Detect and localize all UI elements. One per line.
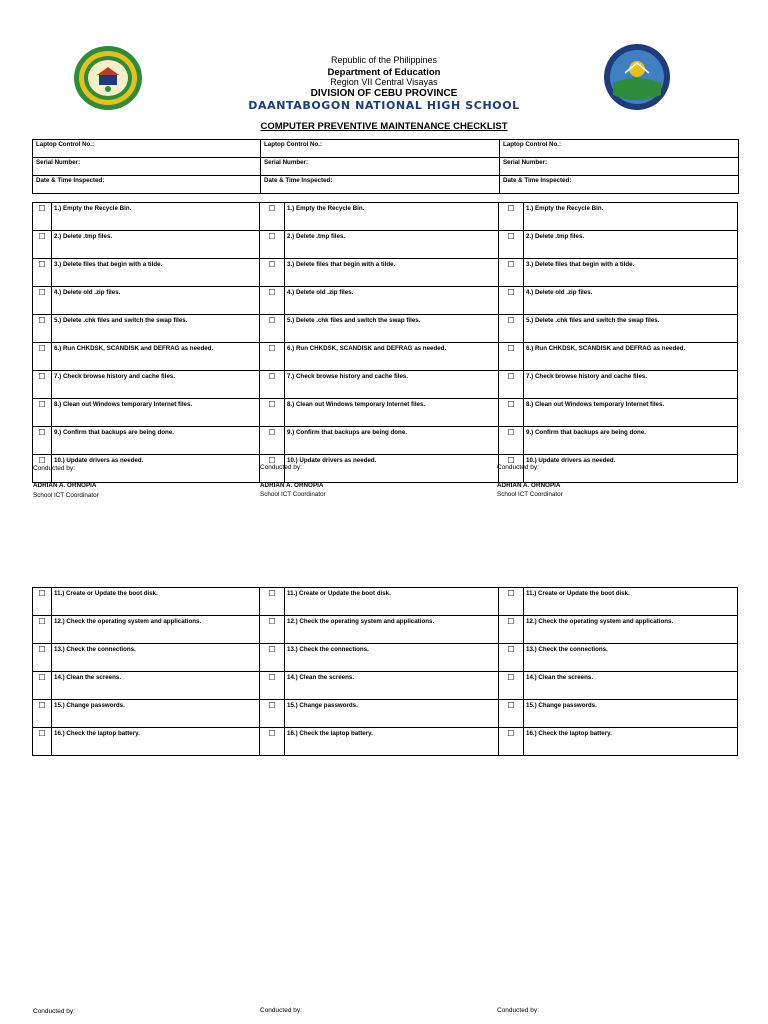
checkbox[interactable]: ☐: [33, 231, 52, 259]
checklist-item-label: 9.) Confirm that backups are being done.: [285, 427, 499, 455]
checklist-item-label: 1.) Empty the Recycle Bin.: [52, 203, 260, 231]
conducted-by-label: Conducted by:: [260, 464, 302, 471]
checklist-item-label: 13.) Check the connections.: [285, 644, 499, 672]
signatory-name: ADRIAN A. ORNOPIA: [497, 482, 561, 489]
signatory-role: School ICT Coordinator: [497, 491, 563, 498]
laptop-control-field[interactable]: Laptop Control No.:: [500, 140, 739, 158]
checklist-row: [33, 616, 738, 644]
checklist-item-label: 10.) Update drivers as needed.: [52, 455, 260, 483]
conducted-by-label: Conducted by:: [497, 1007, 539, 1014]
checklist-item-label: 14.) Clean the screens.: [285, 672, 499, 700]
checkbox[interactable]: ☐: [499, 644, 524, 672]
checklist-item-label: 7.) Check browse history and cache files.: [524, 371, 738, 399]
checklist-table-top: [32, 202, 738, 483]
checklist-item-label: 2.) Delete .tmp files.: [524, 231, 738, 259]
checklist-row: [33, 315, 738, 343]
laptop-info-table: [32, 139, 739, 194]
checklist-item-label: 4.) Delete old .zip files.: [524, 287, 738, 315]
signatory-name: ADRIAN A. ORNOPIA: [33, 482, 97, 489]
checkbox[interactable]: ☐: [499, 231, 524, 259]
checkbox[interactable]: ☐: [499, 455, 524, 483]
signatory-role: School ICT Coordinator: [33, 492, 99, 499]
checklist-item-label: 2.) Delete .tmp files.: [285, 231, 499, 259]
checklist-item-label: 6.) Run CHKDSK, SCANDISK and DEFRAG as needed.: [524, 343, 738, 371]
checklist-row: [33, 287, 738, 315]
signatory-name: ADRIAN A. ORNOPIA: [260, 482, 324, 489]
region-line: Region VII Central Visayas: [330, 77, 438, 87]
checklist-item-label: 1.) Empty the Recycle Bin.: [524, 203, 738, 231]
checkbox[interactable]: ☐: [33, 427, 52, 455]
department-line: Department of Education: [327, 67, 441, 78]
checklist-item-label: 7.) Check browse history and cache files.: [52, 371, 260, 399]
checklist-item-label: 5.) Delete .chk files and switch the swap files.: [285, 315, 499, 343]
checkbox[interactable]: ☐: [33, 315, 52, 343]
checkbox[interactable]: ☐: [260, 371, 285, 399]
checklist-row: [33, 588, 738, 616]
checklist-row: [33, 427, 738, 455]
checklist-item-label: 14.) Clean the screens.: [524, 672, 738, 700]
checklist-item-label: 15.) Change passwords.: [52, 700, 260, 728]
checklist-row: [33, 672, 738, 700]
checkbox[interactable]: ☐: [260, 343, 285, 371]
checklist-item-label: 12.) Check the operating system and applications.: [524, 616, 738, 644]
document-title: COMPUTER PREVENTIVE MAINTENANCE CHECKLIST: [260, 121, 508, 132]
checkbox[interactable]: ☐: [33, 644, 52, 672]
checklist-row: [33, 203, 738, 231]
checkbox[interactable]: ☐: [260, 700, 285, 728]
checkbox[interactable]: ☐: [499, 427, 524, 455]
checkbox[interactable]: ☐: [33, 455, 52, 483]
school-name: DAANTABOGON NATIONAL HIGH SCHOOL: [248, 99, 520, 112]
laptop-control-field[interactable]: Laptop Control No.:: [33, 140, 261, 158]
conducted-by-label: Conducted by:: [33, 465, 75, 472]
checkbox[interactable]: ☐: [33, 399, 52, 427]
checkbox[interactable]: ☐: [33, 343, 52, 371]
checkbox[interactable]: ☐: [260, 616, 285, 644]
checkbox[interactable]: ☐: [260, 728, 285, 756]
checklist-item-label: 10.) Update drivers as needed.: [524, 455, 738, 483]
checklist-item-label: 3.) Delete files that begin with a tilde.: [285, 259, 499, 287]
checkbox[interactable]: ☐: [33, 616, 52, 644]
checkbox[interactable]: ☐: [260, 203, 285, 231]
checkbox[interactable]: ☐: [499, 700, 524, 728]
checklist-item-label: 12.) Check the operating system and applications.: [52, 616, 260, 644]
checklist-item-label: 7.) Check browse history and cache files.: [285, 371, 499, 399]
checklist-row: [33, 343, 738, 371]
checklist-item-label: 4.) Delete old .zip files.: [52, 287, 260, 315]
checklist-item-label: 8.) Clean out Windows temporary Internet files.: [52, 399, 260, 427]
date-time-field[interactable]: Date & Time Inspected:: [33, 176, 261, 194]
checklist-row: [33, 455, 738, 483]
checklist-item-label: 10.) Update drivers as needed.: [285, 455, 499, 483]
checkbox[interactable]: ☐: [499, 588, 524, 616]
checkbox[interactable]: ☐: [499, 399, 524, 427]
checkbox[interactable]: ☐: [260, 231, 285, 259]
checkbox[interactable]: ☐: [499, 672, 524, 700]
checklist-item-label: 9.) Confirm that backups are being done.: [52, 427, 260, 455]
checkbox[interactable]: ☐: [499, 203, 524, 231]
checklist-item-label: 8.) Clean out Windows temporary Internet files.: [285, 399, 499, 427]
checkbox[interactable]: ☐: [33, 371, 52, 399]
checklist-item-label: 16.) Check the laptop battery.: [52, 728, 260, 756]
checklist-row: [33, 728, 738, 756]
checklist-item-label: 15.) Change passwords.: [285, 700, 499, 728]
checkbox[interactable]: ☐: [260, 287, 285, 315]
checklist-item-label: 4.) Delete old .zip files.: [285, 287, 499, 315]
checkbox[interactable]: ☐: [499, 371, 524, 399]
checkbox[interactable]: ☐: [499, 287, 524, 315]
checkbox[interactable]: ☐: [260, 672, 285, 700]
checklist-item-label: 11.) Create or Update the boot disk.: [285, 588, 499, 616]
checklist-item-label: 13.) Check the connections.: [52, 644, 260, 672]
checklist-item-label: 11.) Create or Update the boot disk.: [524, 588, 738, 616]
checklist-item-label: 5.) Delete .chk files and switch the swap files.: [52, 315, 260, 343]
serial-number-field[interactable]: Serial Number:: [261, 158, 500, 176]
checkbox[interactable]: ☐: [499, 315, 524, 343]
checkbox[interactable]: ☐: [33, 203, 52, 231]
checklist-item-label: 13.) Check the connections.: [524, 644, 738, 672]
checklist-item-label: 6.) Run CHKDSK, SCANDISK and DEFRAG as needed.: [285, 343, 499, 371]
checklist-item-label: 12.) Check the operating system and applications.: [285, 616, 499, 644]
conducted-by-label: Conducted by:: [33, 1008, 75, 1015]
checklist-row: [33, 644, 738, 672]
checklist-item-label: 9.) Confirm that backups are being done.: [524, 427, 738, 455]
checklist-row: [33, 259, 738, 287]
checkbox[interactable]: ☐: [33, 259, 52, 287]
checklist-row: [33, 399, 738, 427]
checkbox[interactable]: ☐: [499, 259, 524, 287]
checkbox[interactable]: ☐: [260, 427, 285, 455]
checkbox[interactable]: ☐: [260, 644, 285, 672]
checkbox[interactable]: ☐: [499, 616, 524, 644]
serial-number-field[interactable]: Serial Number:: [500, 158, 739, 176]
checkbox[interactable]: ☐: [33, 287, 52, 315]
checklist-row: [33, 371, 738, 399]
checkbox[interactable]: ☐: [499, 728, 524, 756]
serial-number-field[interactable]: Serial Number:: [33, 158, 261, 176]
checklist-item-label: 16.) Check the laptop battery.: [285, 728, 499, 756]
checkbox[interactable]: ☐: [499, 343, 524, 371]
checklist-item-label: 5.) Delete .chk files and switch the swap files.: [524, 315, 738, 343]
laptop-control-field[interactable]: Laptop Control No.:: [261, 140, 500, 158]
checkbox[interactable]: ☐: [260, 588, 285, 616]
checklist-item-label: 14.) Clean the screens.: [52, 672, 260, 700]
republic-line: Republic of the Philippines: [330, 55, 438, 65]
checklist-item-label: 3.) Delete files that begin with a tilde.: [52, 259, 260, 287]
checklist-row: [33, 700, 738, 728]
checkbox[interactable]: ☐: [33, 700, 52, 728]
checklist-item-label: 11.) Create or Update the boot disk.: [52, 588, 260, 616]
date-time-field[interactable]: Date & Time Inspected:: [500, 176, 739, 194]
checklist-item-label: 16.) Check the laptop battery.: [524, 728, 738, 756]
checklist-item-label: 15.) Change passwords.: [524, 700, 738, 728]
checklist-item-label: 1.) Empty the Recycle Bin.: [285, 203, 499, 231]
checklist-table-bottom: [32, 587, 738, 756]
date-time-field[interactable]: Date & Time Inspected:: [261, 176, 500, 194]
division-line: DIVISION OF CEBU PROVINCE: [310, 88, 458, 99]
checklist-item-label: 6.) Run CHKDSK, SCANDISK and DEFRAG as needed.: [52, 343, 260, 371]
checkbox[interactable]: ☐: [33, 588, 52, 616]
conducted-by-label: Conducted by:: [260, 1007, 302, 1014]
checkbox[interactable]: ☐: [260, 399, 285, 427]
checklist-item-label: 3.) Delete files that begin with a tilde.: [524, 259, 738, 287]
checklist-item-label: 8.) Clean out Windows temporary Internet files.: [524, 399, 738, 427]
checkbox[interactable]: ☐: [33, 672, 52, 700]
checkbox[interactable]: ☐: [260, 259, 285, 287]
checkbox[interactable]: ☐: [33, 728, 52, 756]
checklist-item-label: 2.) Delete .tmp files.: [52, 231, 260, 259]
checklist-row: [33, 231, 738, 259]
signatory-role: School ICT Coordinator: [260, 491, 326, 498]
checkbox[interactable]: ☐: [260, 315, 285, 343]
checkbox[interactable]: ☐: [260, 455, 285, 483]
conducted-by-label: Conducted by:: [497, 464, 539, 471]
